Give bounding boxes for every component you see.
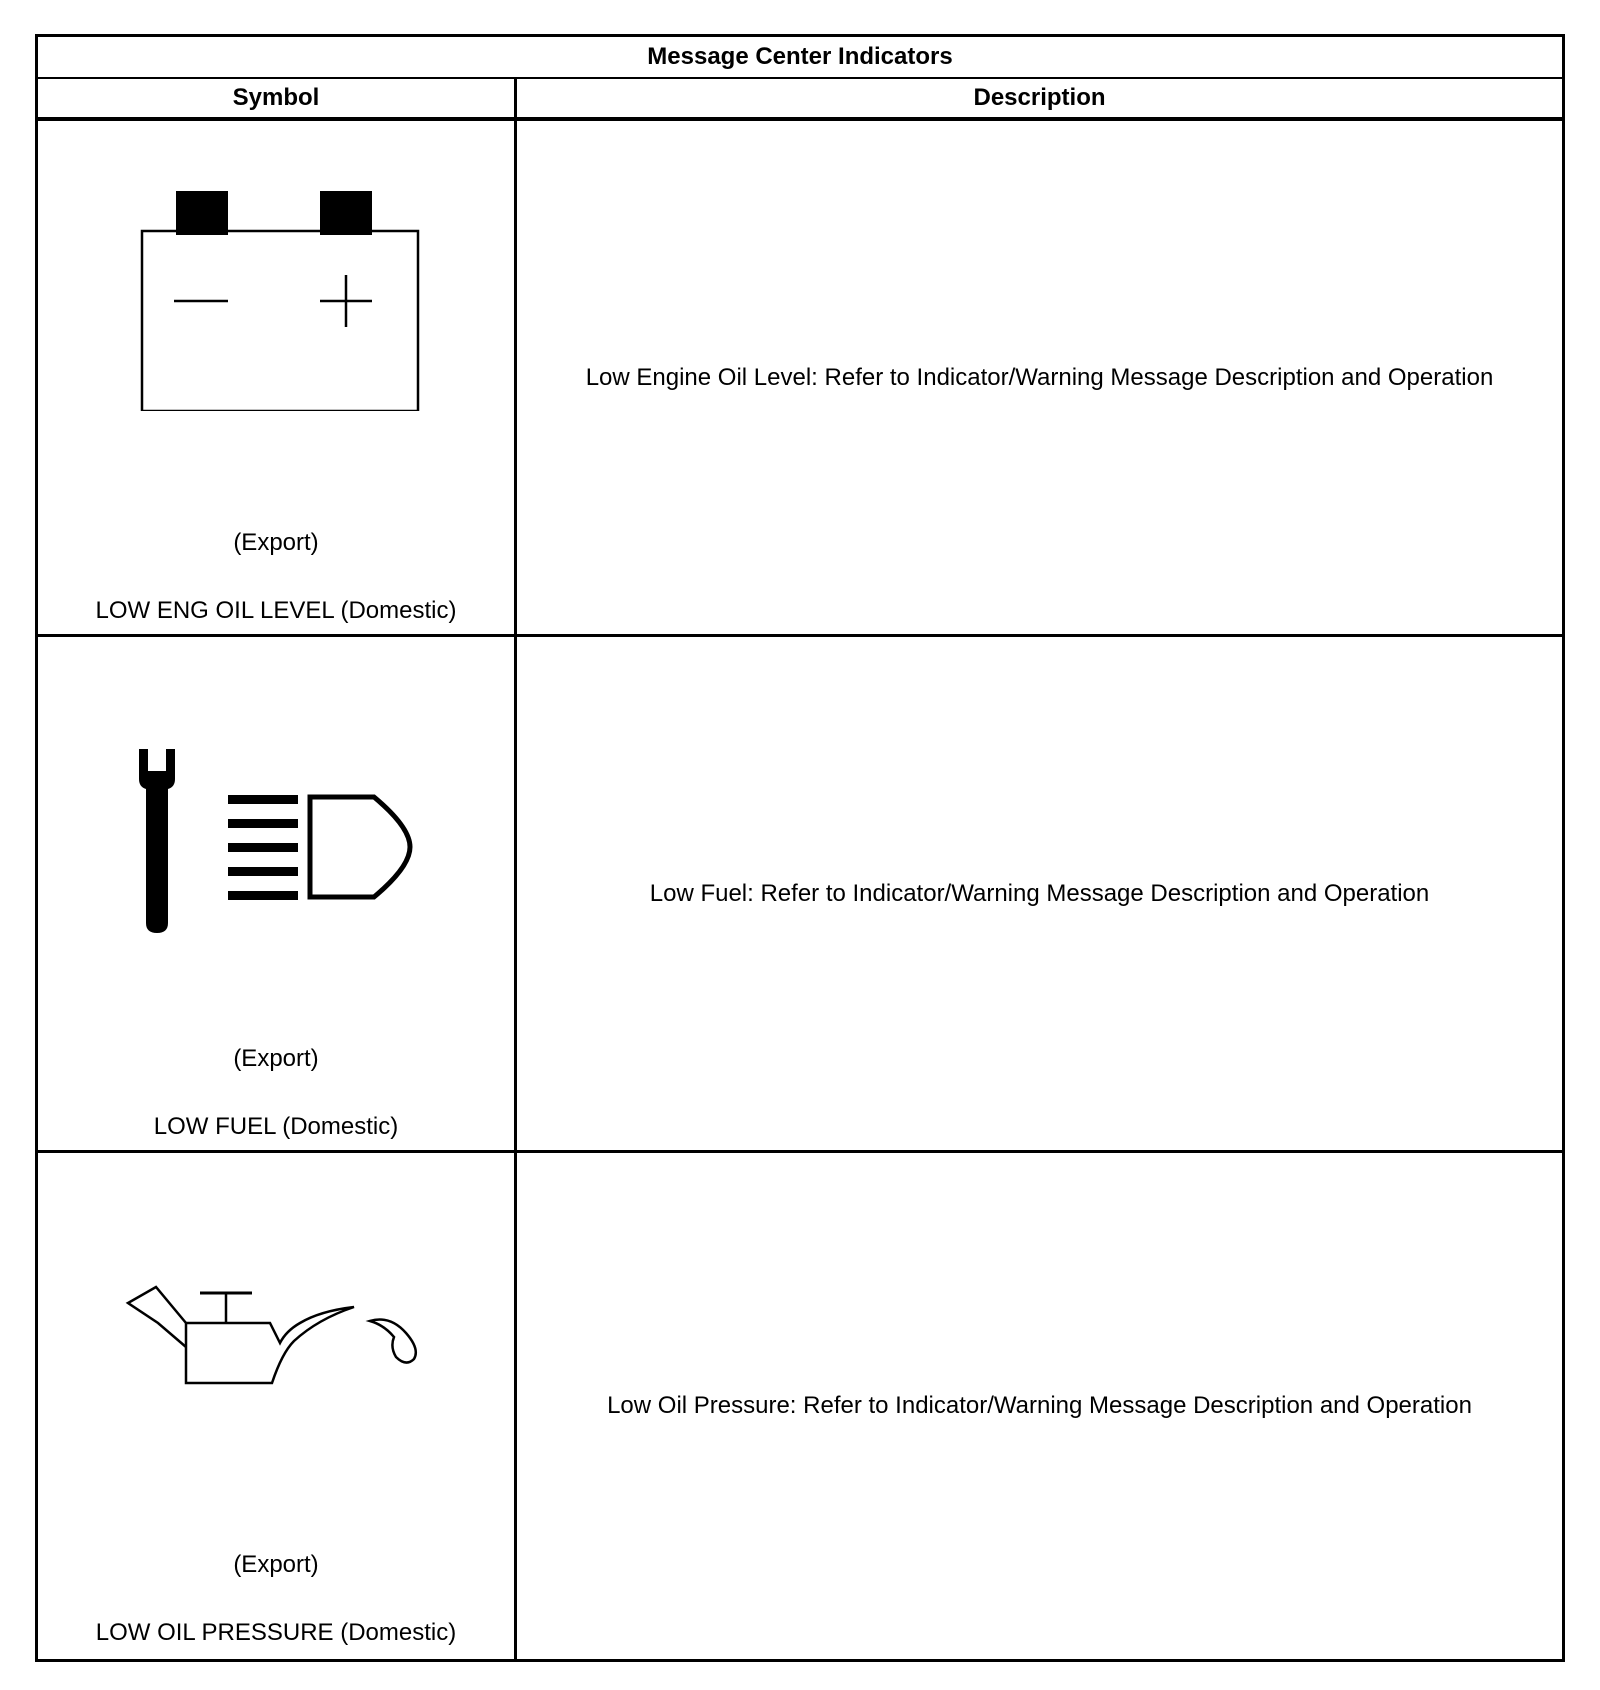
wrench-headlamp-icon bbox=[38, 747, 514, 937]
domestic-label: LOW FUEL (Domestic) bbox=[153, 1113, 399, 1140]
description-cell: Low Engine Oil Level: Refer to Indicator/Warning Message Description and Operation bbox=[585, 363, 1494, 391]
description-column-header: Description bbox=[973, 84, 1106, 111]
battery-icon bbox=[38, 191, 514, 411]
export-label: (Export) bbox=[233, 529, 319, 556]
table-title: Message Center Indicators bbox=[38, 37, 1562, 79]
oil-can-icon bbox=[38, 1283, 514, 1403]
message-center-indicators-table bbox=[35, 34, 1565, 1662]
table-header-row bbox=[38, 79, 1562, 121]
export-label: (Export) bbox=[233, 1045, 319, 1072]
export-label: (Export) bbox=[233, 1551, 319, 1578]
symbol-column-header: Symbol bbox=[232, 84, 320, 111]
table-row bbox=[38, 121, 1562, 637]
description-cell: Low Oil Pressure: Refer to Indicator/Warning Message Description and Operation bbox=[607, 1392, 1472, 1419]
symbol-cell bbox=[38, 121, 514, 634]
symbol-cell bbox=[38, 637, 514, 1150]
domestic-label: LOW ENG OIL LEVEL (Domestic) bbox=[95, 597, 457, 624]
domestic-label: LOW OIL PRESSURE (Domestic) bbox=[95, 1619, 457, 1646]
table-row bbox=[38, 1153, 1562, 1659]
description-cell: Low Fuel: Refer to Indicator/Warning Message Description and Operation bbox=[649, 879, 1430, 907]
table-row bbox=[38, 637, 1562, 1153]
symbol-cell bbox=[38, 1153, 514, 1659]
